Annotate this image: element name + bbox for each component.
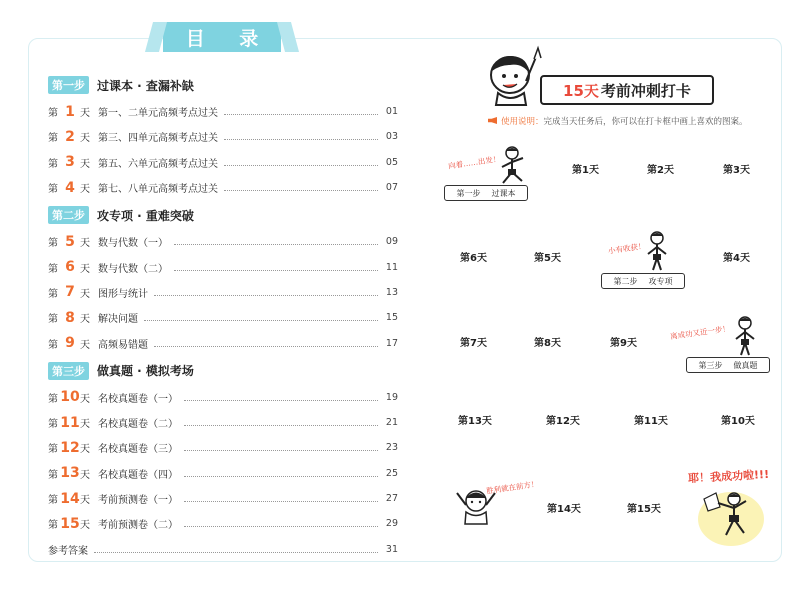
day-suffix: 天 xyxy=(80,469,90,481)
page-number: 05 xyxy=(385,156,398,168)
bubble-text: 向着……出发！ xyxy=(447,154,501,171)
step-badge: 第三步 xyxy=(48,362,89,380)
table-of-contents xyxy=(48,70,398,562)
toc-row[interactable] xyxy=(48,511,398,536)
day-number: 11 xyxy=(60,414,80,431)
row-title: 名校真题卷（一） xyxy=(98,393,178,405)
checkin-title-text: 考前冲刺打卡 xyxy=(600,81,691,100)
day-number: 1 xyxy=(65,103,75,120)
step-name: 做真题 xyxy=(733,360,758,370)
toc-row[interactable] xyxy=(48,461,398,486)
section-title: 做真题 · 模拟考场 xyxy=(97,364,194,379)
section-header xyxy=(48,204,398,226)
page-number: 01 xyxy=(385,106,398,118)
checkin-day[interactable]: 第13天 xyxy=(458,416,492,427)
toc-row[interactable] xyxy=(48,254,398,279)
dot-leader xyxy=(144,320,378,321)
row-title: 高频易错题 xyxy=(98,339,148,351)
toc-row[interactable] xyxy=(48,330,398,355)
checkin-day[interactable]: 第6天 xyxy=(460,253,487,264)
row-title: 名校真题卷（三） xyxy=(98,444,178,456)
success-text: 耶！我成功啦!!! xyxy=(687,467,770,486)
step-label: 第二步 xyxy=(613,276,638,286)
checkin-day[interactable]: 第1天 xyxy=(572,165,599,176)
day-suffix: 天 xyxy=(80,133,90,145)
speaker-icon xyxy=(488,117,497,124)
day-prefix: 第 xyxy=(48,238,58,250)
page-number: 09 xyxy=(385,236,398,248)
row-title: 名校真题卷（四） xyxy=(98,469,178,481)
dot-leader xyxy=(154,346,378,347)
answers-title: 参考答案 xyxy=(48,545,88,557)
day-suffix: 天 xyxy=(80,495,90,506)
row-title: 名校真题卷（二） xyxy=(98,419,178,431)
day-prefix: 第 xyxy=(48,520,58,532)
day-prefix: 第 xyxy=(48,184,58,196)
row-title: 解决问题 xyxy=(98,314,138,326)
dot-leader xyxy=(184,450,378,451)
day-number: 15 xyxy=(60,515,80,532)
day-suffix: 天 xyxy=(80,288,90,300)
dot-leader xyxy=(184,526,378,527)
day-number: 7 xyxy=(65,284,75,301)
dot-leader xyxy=(224,165,378,166)
day-suffix: 天 xyxy=(80,339,90,351)
day-prefix: 第 xyxy=(48,469,58,481)
toc-row[interactable] xyxy=(48,280,398,305)
toc-row[interactable] xyxy=(48,385,398,410)
day-number: 4 xyxy=(65,179,75,196)
note-text: 完成当天任务后，你可以在打卡框中画上喜欢的图案。 xyxy=(543,117,748,127)
checkin-day[interactable]: 第9天 xyxy=(610,338,637,349)
running-boy-illustration xyxy=(495,145,529,187)
checkin-day[interactable]: 第2天 xyxy=(647,165,674,176)
toc-title-tab xyxy=(163,22,281,52)
day-number: 3 xyxy=(65,154,75,171)
page-number: 25 xyxy=(385,467,398,479)
dot-leader xyxy=(94,552,378,553)
page-number: 23 xyxy=(385,442,398,454)
toc-row[interactable] xyxy=(48,229,398,254)
dot-leader xyxy=(174,244,378,245)
day-prefix: 第 xyxy=(48,393,58,405)
day-suffix: 天 xyxy=(80,444,90,456)
day-number: 9 xyxy=(65,335,75,352)
toc-row[interactable] xyxy=(48,124,398,149)
day-prefix: 第 xyxy=(48,133,58,145)
day-suffix: 天 xyxy=(80,314,90,326)
day-suffix: 天 xyxy=(80,184,90,196)
checkin-day[interactable]: 第12天 xyxy=(546,416,580,427)
page-number: 11 xyxy=(385,261,398,273)
step-label: 第一步 xyxy=(456,188,481,198)
day-prefix: 第 xyxy=(48,158,58,170)
step-name: 过课本 xyxy=(491,188,516,198)
dot-leader xyxy=(154,295,378,296)
standing-boy-illustration xyxy=(644,230,670,272)
toc-row[interactable] xyxy=(48,410,398,435)
checkin-day[interactable]: 第4天 xyxy=(723,253,750,264)
toc-row[interactable] xyxy=(48,435,398,460)
day-suffix: 天 xyxy=(80,393,90,405)
checkin-day[interactable]: 第14天 xyxy=(547,504,581,515)
day-prefix: 第 xyxy=(48,263,58,275)
row-title: 考前预测卷（二） xyxy=(98,520,178,532)
day-suffix: 天 xyxy=(80,238,90,250)
dot-leader xyxy=(224,139,378,140)
day-number: 2 xyxy=(65,128,75,145)
section-title: 攻专项 · 重难突破 xyxy=(97,208,194,223)
toc-row[interactable] xyxy=(48,486,398,511)
day-number: 13 xyxy=(60,465,80,482)
step-badge: 第二步 xyxy=(48,206,89,224)
bubble-text: 胜利就在前方！ xyxy=(485,479,539,496)
step-label: 第三步 xyxy=(698,360,723,370)
page-number: 13 xyxy=(385,286,398,298)
page-number: 19 xyxy=(385,391,398,403)
row-title: 第一、二单元高频考点过关 xyxy=(98,108,218,120)
day-number: 10 xyxy=(60,389,80,406)
row-title: 考前预测卷（一） xyxy=(98,495,178,506)
section-title: 过课本 · 查漏补缺 xyxy=(97,78,194,93)
step-box xyxy=(444,185,528,201)
row-title: 图形与统计 xyxy=(98,288,148,300)
checkin-day[interactable]: 第15天 xyxy=(627,504,661,515)
checkin-title xyxy=(540,75,714,105)
checkin-day[interactable]: 第7天 xyxy=(460,338,487,349)
day-suffix: 天 xyxy=(80,108,90,120)
dot-leader xyxy=(184,476,378,477)
page-number: 15 xyxy=(385,312,398,324)
toc-row[interactable] xyxy=(48,175,398,200)
checkin-day[interactable]: 第10天 xyxy=(721,416,755,427)
boy-pointing-illustration xyxy=(488,45,544,107)
dot-leader xyxy=(184,501,378,502)
page-number: 27 xyxy=(385,493,398,504)
day-prefix: 第 xyxy=(48,444,58,456)
standing-boy-illustration xyxy=(732,315,758,357)
toc-row[interactable] xyxy=(48,150,398,175)
page-number: 03 xyxy=(385,131,398,143)
row-title: 数与代数（二） xyxy=(98,263,168,275)
usage-note xyxy=(488,115,748,127)
section-header xyxy=(48,74,398,96)
day-number: 5 xyxy=(65,233,75,250)
toc-row[interactable] xyxy=(48,99,398,124)
dot-leader xyxy=(224,114,378,115)
cheering-boy-illustration xyxy=(454,485,498,525)
row-title: 第三、四单元高频考点过关 xyxy=(98,133,218,145)
day-number: 12 xyxy=(60,439,80,456)
bubble-text: 离成功又近一步！ xyxy=(669,323,731,342)
day-prefix: 第 xyxy=(48,495,58,506)
page-number: 07 xyxy=(385,182,398,194)
checkin-title-number: 15天 xyxy=(563,81,599,100)
toc-row[interactable] xyxy=(48,305,398,330)
row-title: 数与代数（一） xyxy=(98,238,168,250)
dot-leader xyxy=(174,270,378,271)
day-number: 8 xyxy=(65,309,75,326)
day-prefix: 第 xyxy=(48,108,58,120)
day-number: 14 xyxy=(60,490,80,507)
step-box xyxy=(686,357,770,373)
day-prefix: 第 xyxy=(48,314,58,326)
section-header xyxy=(48,360,398,382)
page-number: 17 xyxy=(385,337,398,349)
dot-leader xyxy=(184,400,378,401)
checkin-day[interactable]: 第11天 xyxy=(634,416,668,427)
day-prefix: 第 xyxy=(48,339,58,351)
checkin-day[interactable]: 第8天 xyxy=(534,338,561,349)
day-suffix: 天 xyxy=(80,419,90,431)
page-number: 21 xyxy=(385,417,398,429)
day-suffix: 天 xyxy=(80,158,90,170)
step-box xyxy=(601,273,685,289)
toc-title: 目 录 xyxy=(185,27,273,50)
day-prefix: 第 xyxy=(48,288,58,300)
step-name: 攻专项 xyxy=(648,276,673,286)
dot-leader xyxy=(224,190,378,191)
day-suffix: 天 xyxy=(80,263,90,275)
row-title: 第七、八单元高频考点过关 xyxy=(98,184,218,196)
step-badge: 第一步 xyxy=(48,76,89,94)
day-suffix: 天 xyxy=(80,520,90,532)
page-number: 29 xyxy=(385,518,398,530)
checkin-day[interactable]: 第3天 xyxy=(723,165,750,176)
dot-leader xyxy=(184,425,378,426)
note-label: 使用说明： xyxy=(501,117,544,127)
checkin-board xyxy=(440,45,780,555)
day-number: 6 xyxy=(65,259,75,276)
page-number: 31 xyxy=(385,543,398,555)
row-title: 第五、六单元高频考点过关 xyxy=(98,158,218,170)
day-prefix: 第 xyxy=(48,419,58,431)
toc-row-answers[interactable] xyxy=(48,536,398,561)
celebrating-boy-illustration xyxy=(702,485,758,541)
checkin-day[interactable]: 第5天 xyxy=(534,253,561,264)
bubble-text: 小有收获！ xyxy=(607,241,646,256)
